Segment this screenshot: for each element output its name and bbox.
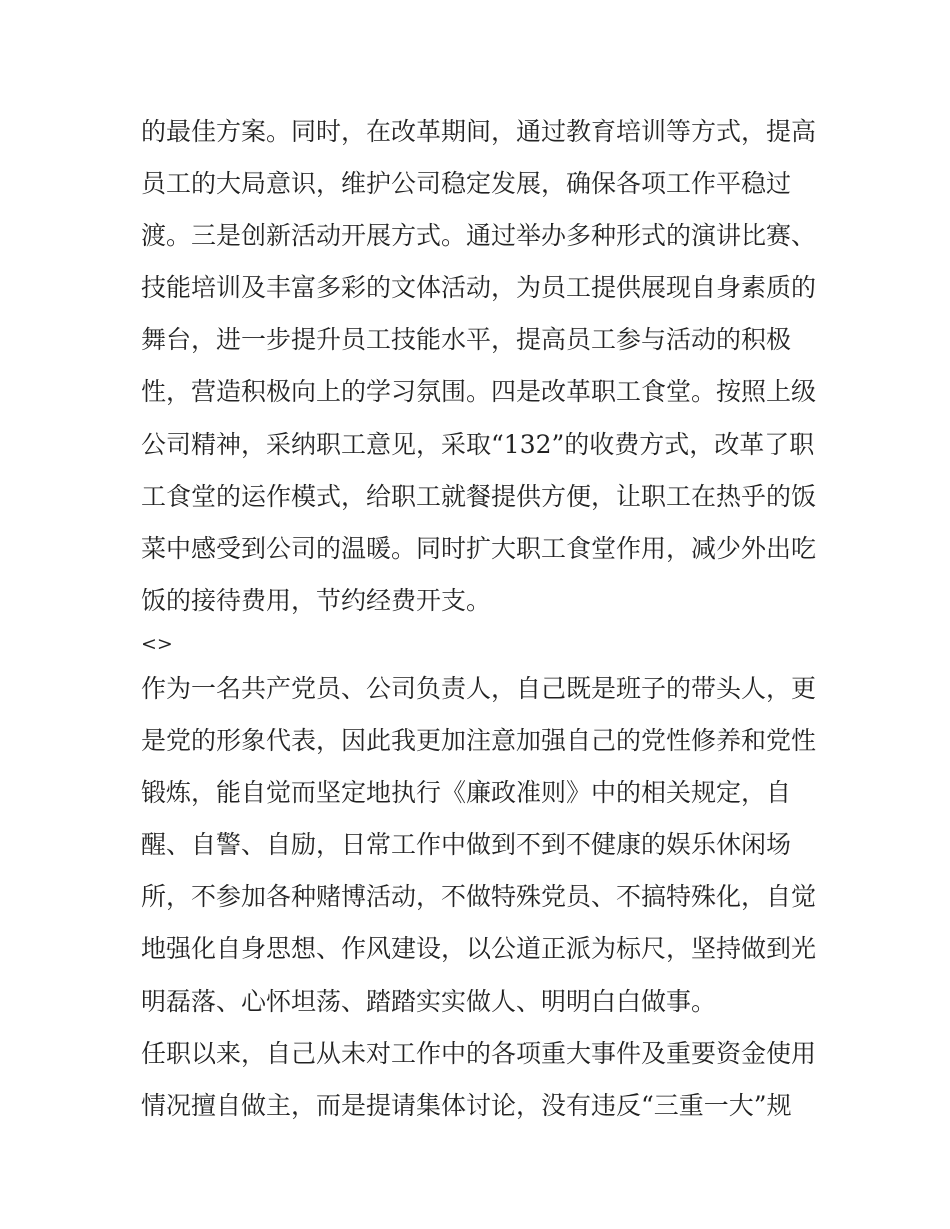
text-line-13: 是党的形象代表，因此我更加注意加强自己的党性修养和党性 <box>141 726 817 756</box>
text-line-17: 地强化自身思想、作风建设，以公道正派为标尺，坚持做到光 <box>141 934 817 964</box>
text-line-1: 的最佳方案。同时，在改革期间，通过教育培训等方式，提高 <box>141 117 817 146</box>
text-line-5: 舞台，进一步提升员工技能水平，提高员工参与活动的积极 <box>141 325 792 355</box>
text-line-9: 菜中感受到公司的温暖。同时扩大职工食堂作用，减少外出吃 <box>141 533 817 563</box>
text-line-16: 所，不参加各种赌博活动，不做特殊党员、不搞特殊化，自觉 <box>141 882 817 912</box>
text-line-8: 工食堂的运作模式，给职工就餐提供方便，让职工在热乎的饭 <box>141 481 817 511</box>
text-line-7: 公司精神，采纳职工意见，采取“132”的收费方式，改革了职 <box>141 429 815 459</box>
text-line-3: 渡。三是创新活动开展方式。通过举办多种形式的演讲比赛、 <box>141 221 817 251</box>
text-line-12: 作为一名共产党员、公司负责人，自己既是班子的带头人，更 <box>141 673 817 703</box>
text-line-6: 性，营造积极向上的学习氛围。四是改革职工食堂。按照上级 <box>141 377 817 407</box>
text-line-10: 饭的接待费用，节约经费开支。 <box>141 585 492 615</box>
text-line-14: 锻炼，能自觉而坚定地执行《廉政准则》中的相关规定，自 <box>141 778 792 808</box>
text-line-15: 醒、自警、自励，日常工作中做到不到不健康的娱乐休闲场 <box>141 830 792 860</box>
text-line-18: 明磊落、心怀坦荡、踏踏实实做人、明明白白做事。 <box>141 986 717 1016</box>
text-line-20: 情况擅自做主，而是提请集体讨论，没有违反“三重一大”规 <box>141 1090 792 1120</box>
section-marker: <> <box>141 632 173 655</box>
text-line-19: 任职以来，自己从未对工作中的各项重大事件及重要资金使用 <box>141 1038 817 1068</box>
document-body <box>141 106 821 1132</box>
text-line-4: 技能培训及丰富多彩的文体活动，为员工提供展现自身素质的 <box>141 273 817 303</box>
text-line-2: 员工的大局意识，维护公司稳定发展，确保各项工作平稳过 <box>141 169 792 199</box>
